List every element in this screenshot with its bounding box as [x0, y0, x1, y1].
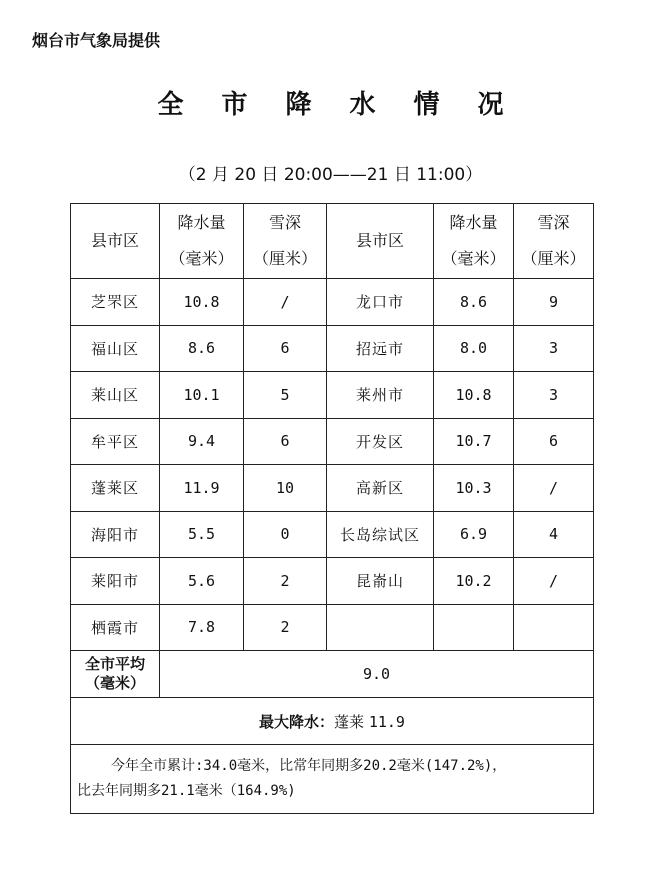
precip-value: 9.4 [160, 418, 244, 465]
snow-value: 3 [514, 372, 594, 419]
snow-value: 6 [514, 418, 594, 465]
county-name: 莱阳市 [71, 558, 160, 605]
table-row [71, 325, 594, 372]
table-row [71, 558, 594, 605]
title-char: 情 [413, 90, 440, 120]
snow-value: 2 [244, 604, 327, 651]
county-name: 芝罘区 [71, 279, 160, 326]
title-char: 况 [477, 90, 504, 120]
header-snow: 雪深 （厘米） [514, 204, 594, 279]
title-char: 市 [221, 90, 248, 120]
table-row [71, 465, 594, 512]
precip-value: 10.8 [160, 279, 244, 326]
table-row [71, 279, 594, 326]
average-row [71, 651, 594, 698]
county-name: 莱山区 [71, 372, 160, 419]
precip-value: 10.3 [434, 465, 514, 512]
precip-value: 10.8 [434, 372, 514, 419]
precip-value: 6.9 [434, 511, 514, 558]
header-snow: 雪深 （厘米） [244, 204, 327, 279]
county-name: 福山区 [71, 325, 160, 372]
precip-value: 5.5 [160, 511, 244, 558]
county-name: 高新区 [327, 465, 434, 512]
header-precip: 降水量 （毫米） [434, 204, 514, 279]
snow-value: 5 [244, 372, 327, 419]
summary-row [71, 745, 594, 814]
max-precip-row [71, 698, 594, 745]
header-county: 县市区 [71, 204, 160, 279]
snow-value: 10 [244, 465, 327, 512]
snow-value: 0 [244, 511, 327, 558]
snow-value: 6 [244, 325, 327, 372]
county-name: 牟平区 [71, 418, 160, 465]
title-char: 全 [157, 90, 184, 120]
county-name: 长岛综试区 [327, 511, 434, 558]
precipitation-table [70, 203, 594, 814]
snow-value: / [244, 279, 327, 326]
precip-value: 10.2 [434, 558, 514, 605]
snow-value: 6 [244, 418, 327, 465]
county-name: 招远市 [327, 325, 434, 372]
county-name: 龙口市 [327, 279, 434, 326]
time-range: （2 月 20 日 20:00——21 日 11:00） [178, 165, 483, 185]
county-name: 蓬莱区 [71, 465, 160, 512]
county-name: 开发区 [327, 418, 434, 465]
max-precip-label: 最大降水： [259, 712, 335, 731]
max-precip-value: 11.9 [368, 712, 405, 731]
summary-line-1: 今年全市累计:34.0毫米，比常年同期多20.2毫米(147.2%)， [111, 758, 507, 774]
precip-value: 8.6 [434, 279, 514, 326]
precip-value: 8.0 [434, 325, 514, 372]
snow-value: 9 [514, 279, 594, 326]
snow-value: / [514, 558, 594, 605]
county-name: 莱州市 [327, 372, 434, 419]
precip-value: 7.8 [160, 604, 244, 651]
precip-value [434, 604, 514, 651]
snow-value [514, 604, 594, 651]
table-row [71, 372, 594, 419]
table-row [71, 604, 594, 651]
header-county: 县市区 [327, 204, 434, 279]
snow-value: 2 [244, 558, 327, 605]
table-row [71, 511, 594, 558]
max-precip-cell [71, 698, 594, 745]
snow-value: 3 [514, 325, 594, 372]
average-value: 9.0 [160, 651, 594, 698]
snow-value: / [514, 465, 594, 512]
precip-value: 10.7 [434, 418, 514, 465]
precip-value: 5.6 [160, 558, 244, 605]
county-name [327, 604, 434, 651]
max-precip-location: 蓬莱 [334, 712, 365, 731]
table-row [71, 418, 594, 465]
precip-value: 8.6 [160, 325, 244, 372]
summary-line-2: 比去年同期多21.1毫米（164.9%) [77, 783, 296, 799]
county-name: 昆嵛山 [327, 558, 434, 605]
summary-cell [71, 745, 594, 814]
header-row [71, 204, 594, 279]
precip-value: 11.9 [160, 465, 244, 512]
county-name: 海阳市 [71, 511, 160, 558]
header-precip: 降水量 （毫米） [160, 204, 244, 279]
precip-value: 10.1 [160, 372, 244, 419]
county-name: 栖霞市 [71, 604, 160, 651]
title-char: 降 [285, 90, 312, 120]
title-char: 水 [349, 90, 376, 120]
snow-value: 4 [514, 511, 594, 558]
provider-label: 烟台市气象局提供 [32, 31, 161, 50]
average-label: 全市平均 （毫米） [71, 651, 160, 698]
page-title [0, 84, 661, 121]
